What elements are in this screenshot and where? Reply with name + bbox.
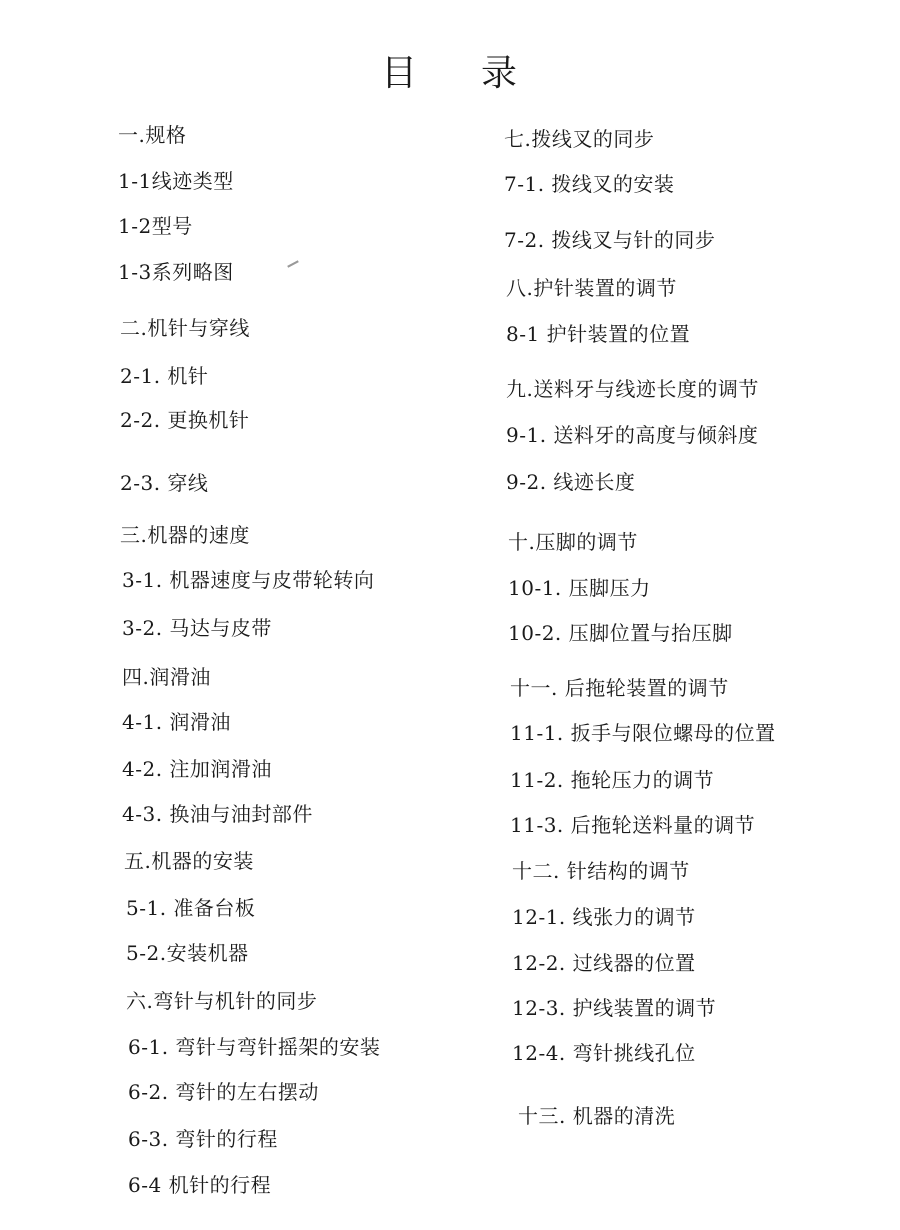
toc-section-heading: 二.机针与穿线 <box>120 316 250 340</box>
toc-entry: 1-1线迹类型 <box>118 169 234 193</box>
toc-section-heading: 六.弯针与机针的同步 <box>126 989 318 1013</box>
toc-entry: 3-2. 马达与皮带 <box>122 616 272 640</box>
toc-entry: 9-2. 线迹长度 <box>506 470 636 494</box>
toc-entry: 6-4 机针的行程 <box>128 1173 272 1197</box>
toc-entry: 4-3. 换油与油封部件 <box>122 802 313 826</box>
toc-section-heading: 十二. 针结构的调节 <box>512 859 690 883</box>
toc-entry: 7-1. 拨线叉的安装 <box>504 172 675 196</box>
toc-entry: 6-2. 弯针的左右摆动 <box>128 1080 319 1104</box>
toc-entry: 5-1. 准备台板 <box>126 896 256 920</box>
page-title-char: 目 <box>380 53 419 94</box>
toc-entry: 12-4. 弯针挑线孔位 <box>512 1041 696 1065</box>
toc-section-heading: 七.拨线叉的同步 <box>504 127 655 151</box>
toc-entry: 6-3. 弯针的行程 <box>128 1127 278 1151</box>
toc-section-heading: 三.机器的速度 <box>120 523 250 547</box>
toc-entry: 11-2. 拖轮压力的调节 <box>510 768 715 792</box>
toc-entry: 2-1. 机针 <box>120 364 209 388</box>
toc-entry: 11-3. 后拖轮送料量的调节 <box>510 813 756 837</box>
toc-section-heading: 四.润滑油 <box>122 665 211 689</box>
toc-section-heading: 十一. 后拖轮装置的调节 <box>510 676 729 700</box>
toc-entry: 10-2. 压脚位置与抬压脚 <box>508 621 733 645</box>
toc-entry: 8-1 护针装置的位置 <box>506 322 691 346</box>
toc-entry: 3-1. 机器速度与皮带轮转向 <box>122 568 375 592</box>
toc-entry: 9-1. 送料牙的高度与倾斜度 <box>506 423 759 447</box>
toc-section-heading: 五.机器的安装 <box>124 849 254 873</box>
toc-entry: 4-1. 润滑油 <box>122 710 231 734</box>
toc-entry: 10-1. 压脚压力 <box>508 576 651 600</box>
toc-section-heading: 一.规格 <box>118 123 187 147</box>
toc-section-heading: 八.护针装置的调节 <box>506 276 677 300</box>
toc-entry: 6-1. 弯针与弯针摇架的安装 <box>128 1035 381 1059</box>
toc-entry: 1-3系列略图 <box>118 260 234 284</box>
toc-entry: 1-2型号 <box>118 214 193 238</box>
page-title-char: 录 <box>481 53 520 94</box>
toc-entry: 12-2. 过线器的位置 <box>512 951 696 975</box>
toc-entry: 12-1. 线张力的调节 <box>512 905 696 929</box>
toc-entry: 2-3. 穿线 <box>120 471 209 495</box>
toc-section-heading: 十三. 机器的清洗 <box>518 1104 676 1128</box>
toc-entry: 2-2. 更换机针 <box>120 408 250 432</box>
toc-section-heading: 九.送料牙与线迹长度的调节 <box>506 377 759 401</box>
toc-entry: 11-1. 扳手与限位螺母的位置 <box>510 721 776 745</box>
toc-entry: 5-2.安装机器 <box>126 941 249 965</box>
toc-section-heading: 十.压脚的调节 <box>508 530 638 554</box>
toc-entry: 4-2. 注加润滑油 <box>122 757 272 781</box>
toc-entry: 7-2. 拨线叉与针的同步 <box>504 228 716 252</box>
toc-entry: 12-3. 护线装置的调节 <box>512 996 717 1020</box>
